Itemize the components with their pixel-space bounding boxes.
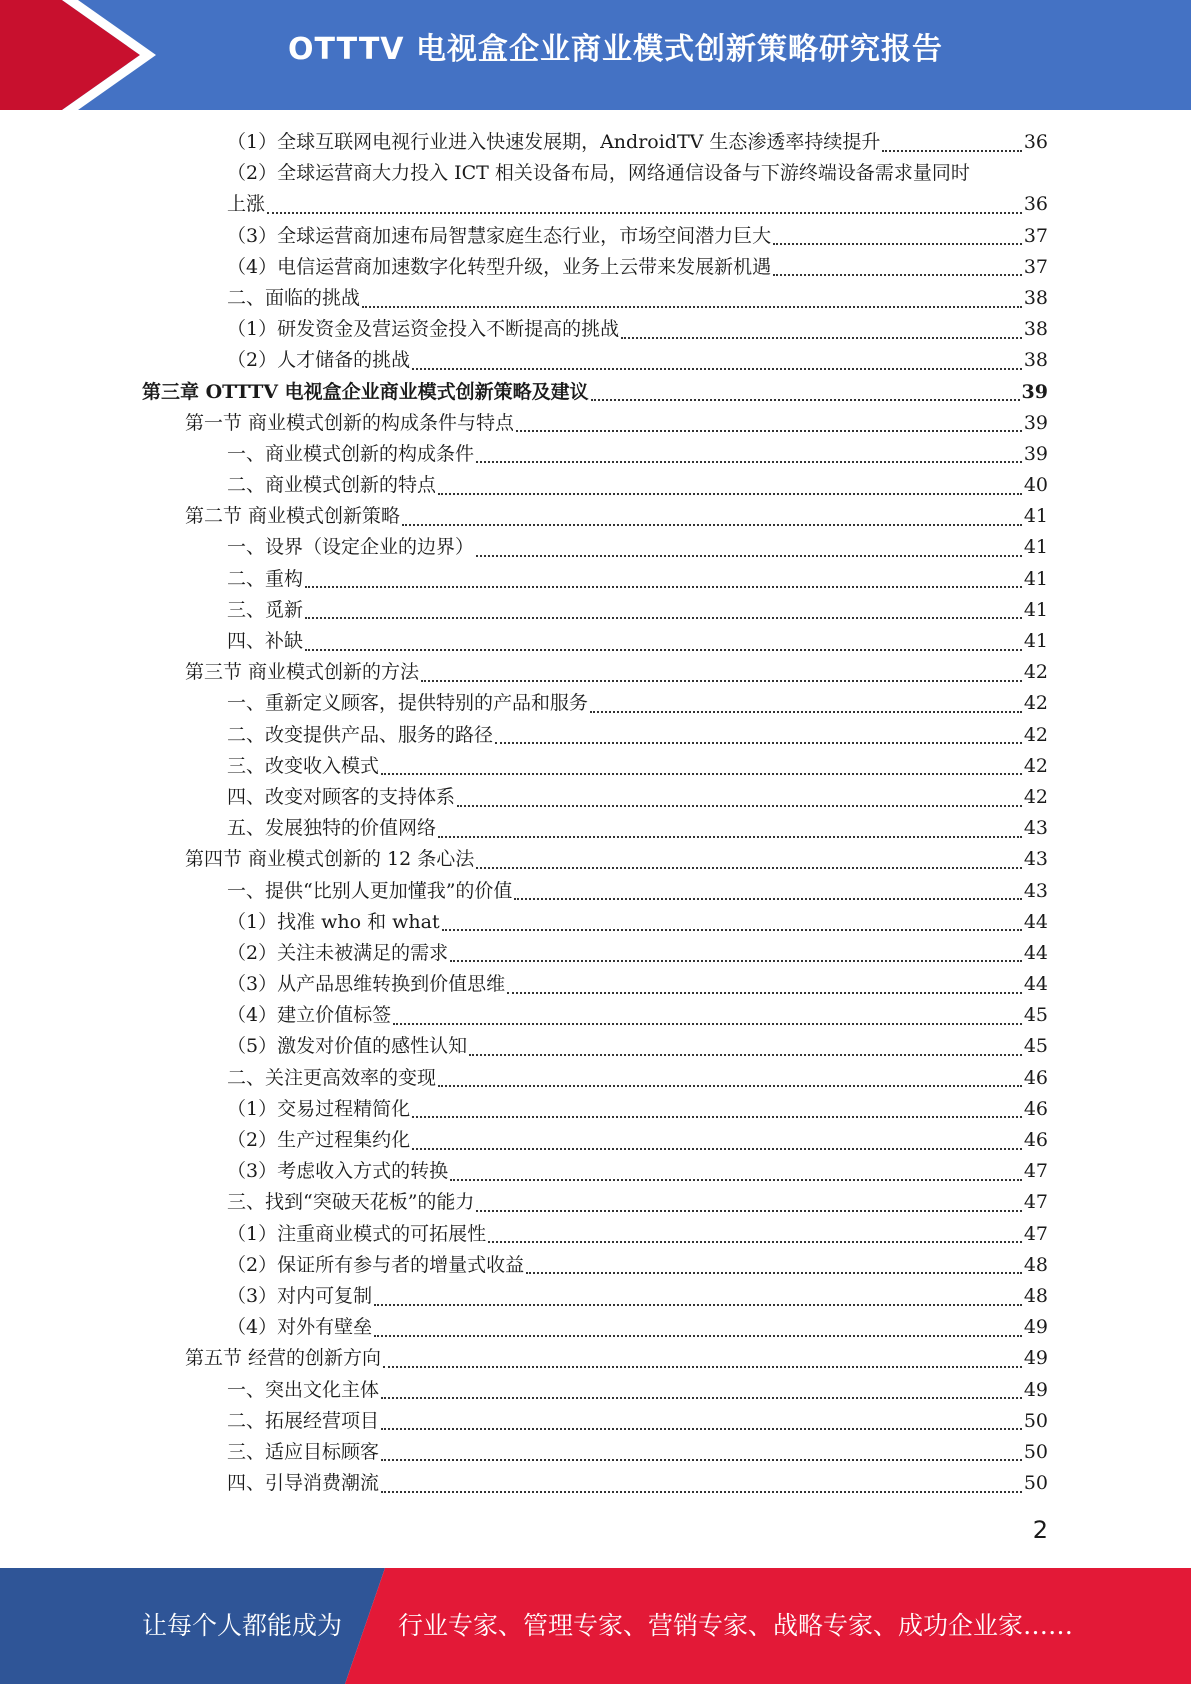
toc-entry[interactable] [0, 532, 1048, 563]
toc-entry-label: （3）考虑收入方式的转换 [227, 1160, 449, 1183]
toc-entry[interactable] [0, 283, 1048, 314]
dot-leader [381, 773, 1022, 775]
dot-leader [590, 711, 1022, 713]
page-header [0, 0, 1191, 110]
toc-entry[interactable] [0, 1187, 1048, 1218]
dot-leader [773, 274, 1022, 276]
toc-entry-label: 五、发展独特的价值网络 [227, 817, 437, 840]
dot-leader [621, 337, 1022, 339]
footer-slogan-right: 行业专家、管理专家、营销专家、战略专家、成功企业家…… [398, 1611, 1074, 1640]
toc-entry-label: 第三章 OTTTV 电视盒企业商业模式创新策略及建议 [142, 380, 589, 403]
toc-entry-page: 42 [1023, 723, 1048, 746]
dot-leader [362, 306, 1022, 308]
dot-leader [305, 649, 1022, 651]
dot-leader [773, 243, 1022, 245]
dot-leader [442, 929, 1022, 931]
toc-entry-label: 第一节 商业模式创新的构成条件与特点 [185, 411, 515, 434]
dot-leader [450, 960, 1022, 962]
dot-leader [488, 1241, 1022, 1243]
dot-leader [507, 992, 1022, 994]
dot-leader [438, 493, 1022, 495]
toc-entry-page: 39 [1023, 442, 1048, 465]
toc-entry-label: （2）保证所有参与者的增量式收益 [227, 1253, 525, 1276]
dot-leader [476, 555, 1022, 557]
toc-entry[interactable] [0, 751, 1048, 782]
dot-leader [267, 212, 1022, 214]
toc-entry[interactable] [0, 1437, 1048, 1468]
toc-entry-label: 二、重构 [227, 567, 304, 590]
toc-entry[interactable] [0, 1312, 1048, 1343]
toc-entry-page: 44 [1023, 941, 1048, 964]
toc-entry[interactable] [0, 1000, 1048, 1031]
toc-entry-label: 四、改变对顾客的支持体系 [227, 785, 456, 808]
toc-entry-label: （2）生产过程集约化 [227, 1129, 411, 1151]
dot-leader [516, 430, 1022, 432]
toc-entry-page: 48 [1023, 1284, 1048, 1307]
toc-entry-label: 第五节 经营的创新方向 [185, 1347, 382, 1370]
toc-entry[interactable] [0, 1406, 1048, 1437]
toc-entry-page: 50 [1023, 1472, 1048, 1495]
toc-entry-page: 49 [1023, 1316, 1048, 1339]
footer-slogan-left: 让每个人都能成为 [142, 1611, 343, 1640]
page-number: 2 [1032, 1516, 1048, 1544]
toc-entry-label: （3）全球运营商加速布局智慧家庭生态行业，市场空间潜力巨大 [227, 224, 772, 247]
toc-entry-page: 47 [1023, 1222, 1048, 1245]
toc-entry-page: 46 [1023, 1066, 1048, 1089]
table-of-contents [0, 127, 1191, 1499]
dot-leader [591, 399, 1020, 401]
toc-entry-label: （1）交易过程精简化 [227, 1097, 411, 1120]
toc-entry-label-continuation: 上涨 [227, 193, 266, 216]
toc-entry[interactable] [0, 969, 1048, 1000]
toc-entry-page: 50 [1023, 1440, 1048, 1463]
toc-section[interactable] [0, 501, 1048, 532]
toc-entry-label: 三、改变收入模式 [227, 754, 380, 777]
dot-leader [305, 617, 1022, 619]
toc-entry-page: 38 [1023, 318, 1048, 341]
toc-entry-page: 36 [1023, 193, 1048, 216]
toc-entry-page: 45 [1023, 1004, 1048, 1027]
toc-entry[interactable] [0, 221, 1048, 252]
dot-leader [305, 586, 1022, 588]
toc-entry-page: 36 [1023, 131, 1048, 153]
toc-entry[interactable] [0, 345, 1048, 376]
toc-entry-label: （4）电信运营商加速数字化转型升级，业务上云带来发展新机遇 [227, 255, 772, 278]
toc-entry-page: 44 [1023, 973, 1048, 996]
toc-entry-label: （2）关注未被满足的需求 [227, 941, 449, 964]
toc-entry-page: 41 [1023, 567, 1048, 590]
toc-entry-label: 一、商业模式创新的构成条件 [227, 442, 475, 465]
dot-leader [412, 1148, 1022, 1150]
toc-entry[interactable] [0, 595, 1048, 626]
toc-entry[interactable] [0, 688, 1048, 719]
toc-entry-page: 50 [1023, 1409, 1048, 1432]
toc-entry[interactable] [0, 1063, 1048, 1094]
toc-entry[interactable] [0, 1156, 1048, 1187]
toc-entry-label: 一、提供“比别人更加懂我”的价值 [227, 879, 513, 902]
dot-leader [383, 1366, 1022, 1368]
dot-leader [476, 1210, 1021, 1212]
toc-entry-label: 第四节 商业模式创新的 12 条心法 [185, 848, 475, 871]
toc-entry[interactable] [0, 564, 1048, 595]
page-footer [0, 1568, 1191, 1684]
toc-entry[interactable] [0, 1031, 1048, 1062]
toc-entry-page: 42 [1023, 754, 1048, 777]
toc-entry-label: 四、引导消费潮流 [227, 1472, 380, 1495]
toc-entry[interactable] [0, 1281, 1048, 1312]
toc-entry-page: 42 [1023, 661, 1048, 684]
toc-entry-label: 三、找到“突破天花板”的能力 [227, 1191, 475, 1214]
toc-entry-label: 三、适应目标顾客 [227, 1440, 380, 1463]
dot-leader [526, 1272, 1022, 1274]
toc-entry-page: 49 [1023, 1378, 1048, 1401]
toc-section[interactable] [0, 1343, 1048, 1374]
dot-leader [514, 898, 1021, 900]
toc-entry-label: 二、拓展经营项目 [227, 1409, 380, 1432]
dot-leader [450, 1179, 1022, 1181]
dot-leader [412, 368, 1022, 370]
toc-entry[interactable] [0, 439, 1048, 470]
toc-entry-label: （1）注重商业模式的可拓展性 [227, 1222, 487, 1245]
dot-leader [495, 742, 1022, 744]
dot-leader [882, 150, 1021, 152]
toc-section[interactable] [0, 844, 1048, 875]
dot-leader [381, 1459, 1022, 1461]
toc-entry-label: （4）对外有壁垒 [227, 1316, 373, 1339]
toc-entry[interactable] [0, 626, 1048, 657]
dot-leader [374, 1304, 1022, 1306]
dot-leader [469, 1054, 1022, 1056]
toc-entry-page: 40 [1023, 474, 1048, 497]
toc-entry-label: 二、面临的挑战 [227, 286, 361, 309]
report-title: OTTTV 电视盒企业商业模式创新策略研究报告 [288, 32, 943, 67]
dot-leader [374, 1335, 1022, 1337]
toc-entry[interactable] [0, 1094, 1048, 1125]
toc-entry[interactable] [0, 938, 1048, 969]
toc-entry-page: 38 [1023, 286, 1048, 309]
dot-leader [412, 1116, 1022, 1118]
toc-entry-label: （5）激发对价值的感性认知 [227, 1035, 468, 1058]
toc-section[interactable] [0, 657, 1048, 688]
toc-entry-page: 47 [1023, 1191, 1048, 1214]
toc-entry[interactable] [0, 813, 1048, 844]
toc-entry-page: 41 [1023, 598, 1048, 621]
toc-entry-page: 42 [1023, 785, 1048, 808]
toc-entry-page: 37 [1023, 224, 1048, 247]
toc-entry-page: 41 [1023, 536, 1048, 559]
toc-entry-label: 二、商业模式创新的特点 [227, 474, 437, 497]
toc-entry[interactable] [0, 782, 1048, 813]
toc-entry[interactable] [0, 1125, 1048, 1156]
toc-entry-page: 43 [1023, 879, 1048, 902]
toc-entry-label: 一、重新定义顾客，提供特别的产品和服务 [227, 692, 589, 715]
toc-entry-page: 48 [1023, 1253, 1048, 1276]
toc-entry-page: 45 [1023, 1035, 1048, 1058]
toc-entry-page: 42 [1023, 692, 1048, 715]
toc-entry[interactable] [0, 720, 1048, 751]
dot-leader [421, 680, 1022, 682]
toc-entry-page: 37 [1023, 255, 1048, 278]
dot-leader [381, 1397, 1022, 1399]
toc-entry-page: 43 [1023, 848, 1048, 871]
toc-entry-label: 第三节 商业模式创新的方法 [185, 661, 420, 684]
toc-entry-page: 39 [1023, 411, 1048, 434]
toc-entry[interactable] [0, 1468, 1048, 1499]
toc-chapter[interactable] [0, 377, 1048, 408]
dot-leader [476, 461, 1022, 463]
toc-entry[interactable] [0, 1375, 1048, 1406]
toc-entry-page: 44 [1023, 910, 1048, 933]
toc-entry[interactable] [0, 907, 1048, 938]
toc-entry-label: 一、设界（设定企业的边界） [227, 536, 475, 559]
toc-entry[interactable] [0, 470, 1048, 501]
toc-entry[interactable] [0, 158, 1048, 189]
dot-leader [457, 805, 1022, 807]
dot-leader [438, 1085, 1022, 1087]
dot-leader [476, 867, 1022, 869]
toc-entry-label: 三、觅新 [227, 598, 304, 621]
toc-entry-page: 41 [1023, 505, 1048, 528]
toc-entry[interactable] [0, 252, 1048, 283]
toc-entry-label: （2）人才储备的挑战 [227, 349, 411, 372]
toc-entry[interactable] [0, 314, 1048, 345]
toc-entry[interactable] [0, 1250, 1048, 1281]
toc-entry-label: （1）全球互联网电视行业进入快速发展期，AndroidTV 生态渗透率持续提升 [227, 131, 881, 153]
toc-entry-label: 四、补缺 [227, 630, 304, 652]
toc-entry-label: 二、关注更高效率的变现 [227, 1066, 437, 1089]
toc-entry[interactable] [0, 1219, 1048, 1250]
dot-leader [402, 524, 1022, 526]
toc-entry-label: （1）找准 who 和 what [227, 910, 440, 933]
toc-entry-page: 39 [1021, 380, 1048, 403]
toc-entry[interactable] [0, 876, 1048, 907]
toc-entry-label: （4）建立价值标签 [227, 1004, 392, 1027]
toc-entry-label: （3）对内可复制 [227, 1284, 373, 1307]
toc-entry-label: 第二节 商业模式创新策略 [185, 505, 401, 528]
toc-entry-continuation[interactable] [0, 189, 1048, 220]
toc-entry-label: （3）从产品思维转换到价值思维 [227, 973, 506, 996]
toc-section[interactable] [0, 408, 1048, 439]
toc-entry-page: 49 [1023, 1347, 1048, 1370]
toc-entry-label: 二、改变提供产品、服务的路径 [227, 723, 494, 746]
toc-entry-page: 38 [1023, 349, 1048, 372]
toc-entry-page: 46 [1023, 1097, 1048, 1120]
toc-entry[interactable] [0, 127, 1048, 158]
toc-entry-page: 41 [1023, 630, 1048, 652]
toc-entry-page: 43 [1023, 817, 1048, 840]
dot-leader [393, 1023, 1022, 1025]
toc-entry-page: 46 [1023, 1129, 1048, 1151]
dot-leader [381, 1491, 1022, 1493]
dot-leader [381, 1428, 1022, 1430]
toc-entry-label: （2）全球运营商大力投入 ICT 相关设备布局，网络通信设备与下游终端设备需求量同时 [227, 162, 970, 185]
dot-leader [438, 836, 1022, 838]
toc-entry-page: 47 [1023, 1160, 1048, 1183]
toc-entry-label: （1）研发资金及营运资金投入不断提高的挑战 [227, 318, 620, 341]
toc-entry-label: 一、突出文化主体 [227, 1378, 380, 1401]
